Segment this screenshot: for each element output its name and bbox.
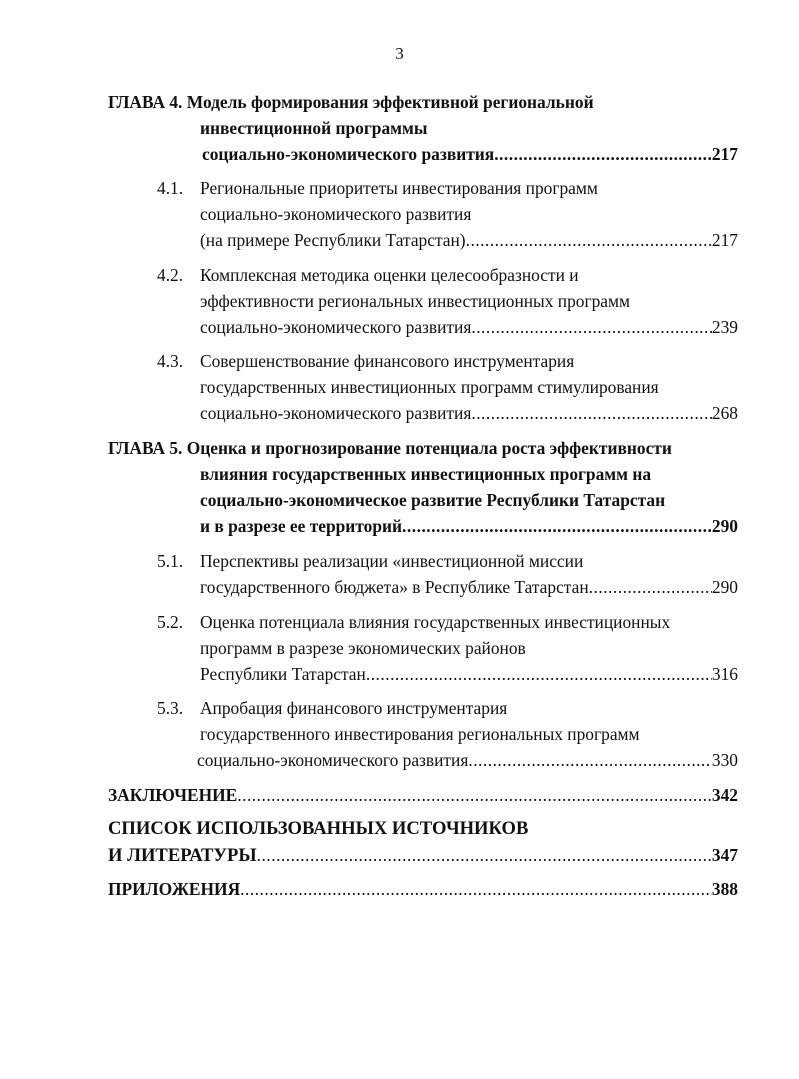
page-ref: 217: [711, 230, 738, 250]
toc-section-4-2-entry[interactable]: [200, 314, 738, 340]
section-title-cont: государственных инвестиционных программ стимулирования: [200, 377, 659, 397]
section-number: 4.1.: [157, 178, 184, 198]
page-ref: 290: [711, 577, 738, 597]
conclusion-title: ЗАКЛЮЧЕНИЕ: [108, 785, 238, 805]
section-title: Совершенствование финансового инструментария: [200, 351, 575, 371]
section-title: Перспективы реализации «инвестиционной миссии: [200, 551, 584, 571]
toc-chapter-4-title: ГЛАВА 4. Модель формирования эффективной региональной: [108, 92, 594, 112]
section-title: Комплексная методика оценки целесообразности и: [200, 265, 579, 285]
section-title: Оценка потенциала влияния государственных инвестиционных: [200, 612, 671, 632]
section-number: 4.3.: [157, 351, 184, 371]
section-title-end: государственного бюджета» в Республике Татарстан: [200, 577, 589, 597]
section-number: 5.3.: [157, 698, 184, 718]
leader-dots: [494, 141, 712, 167]
toc-section-5-3-entry[interactable]: [197, 747, 738, 773]
section-number: 5.2.: [157, 612, 184, 632]
toc-sources-entry[interactable]: [108, 842, 738, 868]
toc-chapter-4-title-cont: инвестиционной программы: [200, 118, 428, 138]
page-ref: 290: [711, 516, 738, 536]
section-title: Апробация финансового инструментария: [200, 698, 508, 718]
page-ref: 268: [711, 403, 738, 423]
section-number: 5.1.: [157, 551, 184, 571]
section-title-end: социально-экономического развития: [197, 750, 469, 770]
toc-section-5-1-entry[interactable]: [200, 574, 738, 600]
toc-chapter-5-title-cont: социально-экономическое развитие Республики Татарстан: [200, 490, 666, 510]
section-title-end: (на примере Республики Татарстан): [200, 230, 466, 250]
section-title: Региональные приоритеты инвестирования программ: [200, 178, 598, 198]
leader-dots: [237, 782, 712, 808]
toc-appendix-entry[interactable]: [108, 876, 738, 902]
toc-chapter-5-title-end: и в разрезе ее территорий: [200, 516, 403, 536]
toc-section-5-2-entry[interactable]: [200, 661, 738, 687]
leader-dots: [468, 747, 712, 773]
leader-dots: [471, 400, 712, 426]
leader-dots: [471, 314, 712, 340]
leader-dots: [366, 661, 712, 687]
section-title-end: Республики Татарстан: [200, 664, 366, 684]
sources-title-end: И ЛИТЕРАТУРЫ: [108, 845, 257, 866]
page-ref: 239: [711, 317, 738, 337]
toc-chapter-5-entry[interactable]: [200, 513, 738, 539]
section-title-end: социально-экономического развития: [200, 403, 472, 423]
leader-dots: [240, 876, 712, 902]
section-title-cont: государственного инвестирования региональных программ: [200, 724, 640, 744]
page-ref: 316: [711, 664, 738, 684]
section-number: 4.2.: [157, 265, 184, 285]
section-title-cont: социально-экономического развития: [200, 204, 472, 224]
toc-chapter-5-title: ГЛАВА 5. Оценка и прогнозирование потенциала роста эффективности: [108, 438, 672, 458]
toc-chapter-4-title-end: социально-экономического развития: [202, 144, 495, 164]
leader-dots: [402, 513, 712, 539]
page-ref: 342: [711, 785, 738, 805]
page-ref: 388: [711, 879, 738, 899]
section-title-cont: эффективности региональных инвестиционных программ: [200, 291, 631, 311]
toc-conclusion-entry[interactable]: [108, 782, 738, 808]
toc-section-4-1-entry[interactable]: [200, 227, 738, 253]
toc-chapter-4-entry[interactable]: [202, 141, 738, 167]
page-ref: 330: [711, 750, 738, 770]
section-title-cont: программ в разрезе экономических районов: [200, 638, 526, 658]
appendix-title: ПРИЛОЖЕНИЯ: [108, 879, 241, 899]
page-ref: 347: [711, 845, 738, 865]
toc-sources-title: СПИСОК ИСПОЛЬЗОВАННЫХ ИСТОЧНИКОВ: [108, 818, 529, 839]
toc-chapter-5-title-cont: влияния государственных инвестиционных программ на: [200, 464, 652, 484]
leader-dots: [466, 227, 712, 253]
leader-dots: [589, 574, 712, 600]
page-number: 3: [395, 44, 404, 63]
leader-dots: [257, 842, 712, 868]
section-title-end: социально-экономического развития: [200, 317, 472, 337]
page-ref: 217: [711, 144, 738, 164]
toc-section-4-3-entry[interactable]: [200, 400, 738, 426]
